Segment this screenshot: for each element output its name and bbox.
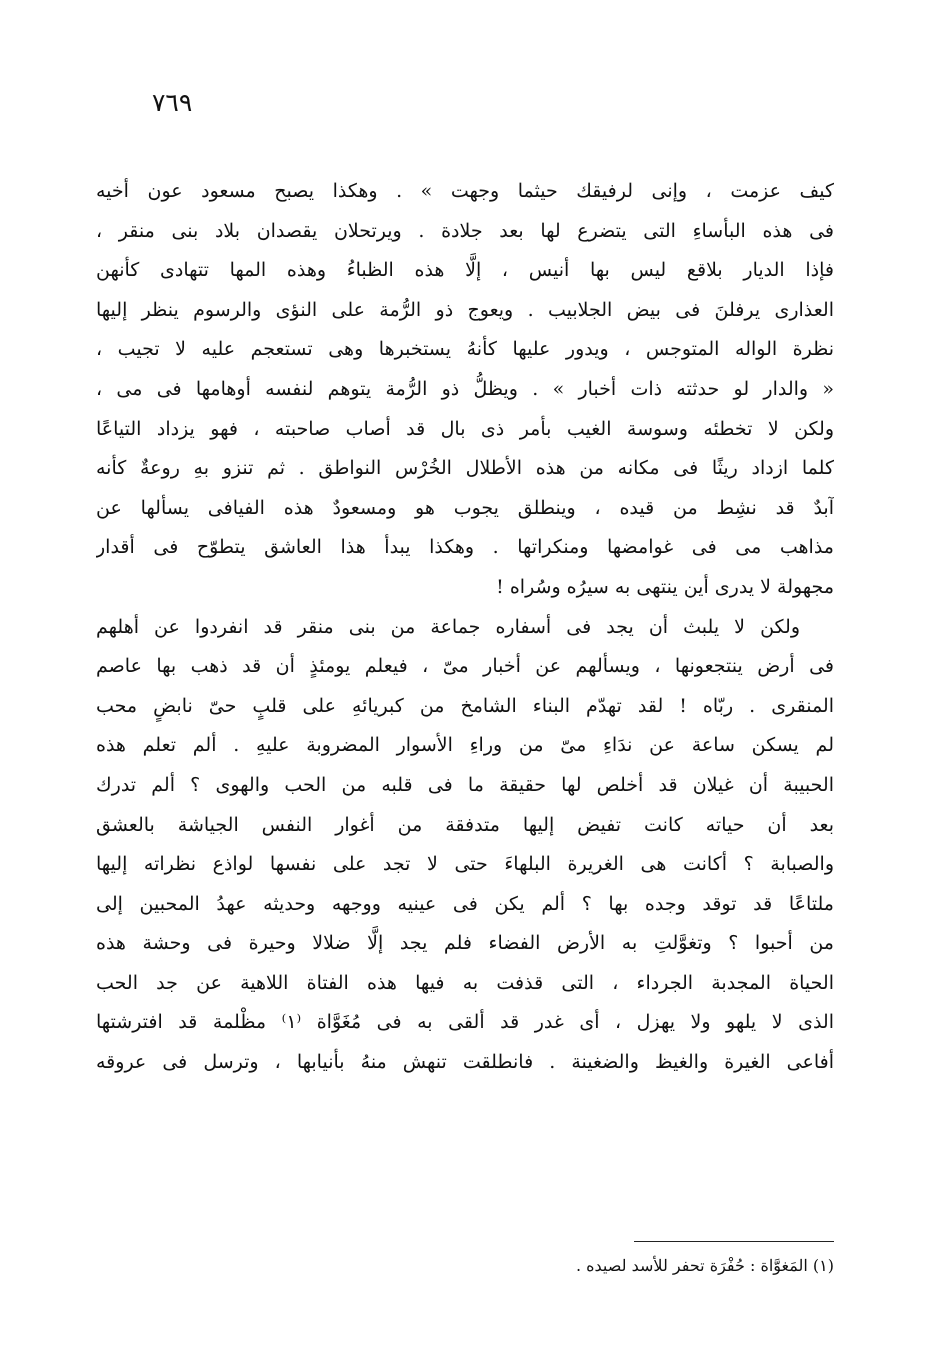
- footnote-divider: [634, 1241, 834, 1242]
- paragraph-2: [96, 608, 834, 1083]
- text-line: « والدار لو حدثته ذات أخبار » . ويظلُّ ذو الرُّمة يتوهم لنفسه أوهامها فى مى ،: [96, 377, 834, 400]
- text-line: مذاهب مى فى غوامضها ومنكراتها . وهكذا يبدأ هذا العاشق يتطوّح فى أقدار: [96, 536, 834, 559]
- text-line: فإذا الديار بلاقع ليس بها أنيس ، إلَّا هذه الظباءُ وهذه المها تتهادى كأنهن: [96, 259, 834, 282]
- footnote: (١) المَغوَّاة : حُفْرَة تحفر للأسد لصيده .: [575, 1256, 834, 1275]
- text-line: العذارى يرفلنَ فى بيض الجلابيب . ويعوج ذو الرُّمة على النؤى والرسوم ينظر إليها: [96, 298, 834, 321]
- text-line: الحبيبة أن غيلان قد أخلص لها حقيقة ما فى قلبه من الحب والهوى ؟ ألم تدرك: [96, 773, 834, 796]
- text-line: كيف عزمت ، وإنى لرفيقك حيثما وجهت » . وهكذا يصبح مسعود عون أخيه: [96, 180, 834, 202]
- body-text: [96, 172, 834, 1083]
- text-line: فى أرض ينتجعونها ، ويسألهم عن أخبار مىّ ، فيعلم يومئذٍ أن قد ذهب بها عاصم: [96, 655, 834, 678]
- text-line: ملتاعًا قد توقد وجده بها ؟ ألم يكن فى عينيه ووجهه وحديثه عهدُ المحبين إلى: [96, 892, 834, 915]
- text-line: من أحبوا ؟ وتغوَّلتِ به الأرض الفضاء فلم يجد إلَّا ضلالا وحيرة فى وحشة هذه: [96, 932, 834, 955]
- text-line: ولكن لا تخطئه وسوسة الغيب بأمر ذى بال قد أصاب صاحبته ، فهو يزداد التياعًا: [96, 417, 834, 440]
- text-line: الذى لا يلهو ولا يهزل ، أى غدر قد ألقى به فى مُغَوَّاة ⁽١⁾ مظْلمة قد افترشتها: [96, 1011, 834, 1034]
- text-line: كلما ازداد ريثًا فى مكانه من هذه الأطلال الخُرْس النواطق . ثم تنزو بهِ روعةٌ كأنه: [96, 457, 834, 480]
- text-line: الحياة المجدبة الجرداء ، التى قذفت به فيها هذه الفتاة اللاهية عن جد الحب: [96, 971, 834, 994]
- text-line: أفاعى الغيرة والغيظ والضغينة . فانطلقت تنهش منهُ بأنيابها ، وترسل فى عروقه: [96, 1051, 834, 1074]
- text-line: آبدٌ قد نشِط من قيده ، وينطلق يجوب هو ومسعودٌ هذه الفيافى يسألها عن: [96, 496, 834, 519]
- text-line: لم يسكن ساعة عن ندَاءِ مىّ من وراءِ الأسوار المضروبة عليهِ . ألم تعلم هذه: [96, 734, 834, 757]
- page-number: ٧٦٩: [152, 88, 193, 117]
- text-line: والصبابة ؟ أكانت هى الغريرة البلهاءَ حتى لا تجد على نفسها لواذع نظراته إليها: [96, 853, 834, 876]
- text-line: نظرة الواله المتوجس ، ويدور عليها كأنهُ يستخبرها وهى تستعجم عليه لا تجيب ،: [96, 338, 834, 361]
- text-line: مجهولة لا يدرى أين ينتهى به سيرُه وسُراه !: [496, 575, 834, 598]
- text-line: المنقرى . ربّاه ! لقد تهدّم البناء الشامخ من كبريائهِ على قلبٍ حىّ نابضٍ محب: [96, 694, 834, 717]
- text-line: ولكن لا يلبث أن يجد فى أسفاره جماعة من بنى منقر قد انفردوا عن أهلهم: [96, 615, 800, 638]
- paragraph-1: [96, 172, 834, 608]
- text-line: بعد أن حياته كانت تفيض إليها متدفقة من أغوار النفس الجياشة بالعشق: [96, 813, 834, 836]
- text-line: فى هذه البأساءِ التى يتضرع لها بعد جلادة . ويرتحلان يقصدان بلاد بنى منقر ،: [96, 219, 834, 242]
